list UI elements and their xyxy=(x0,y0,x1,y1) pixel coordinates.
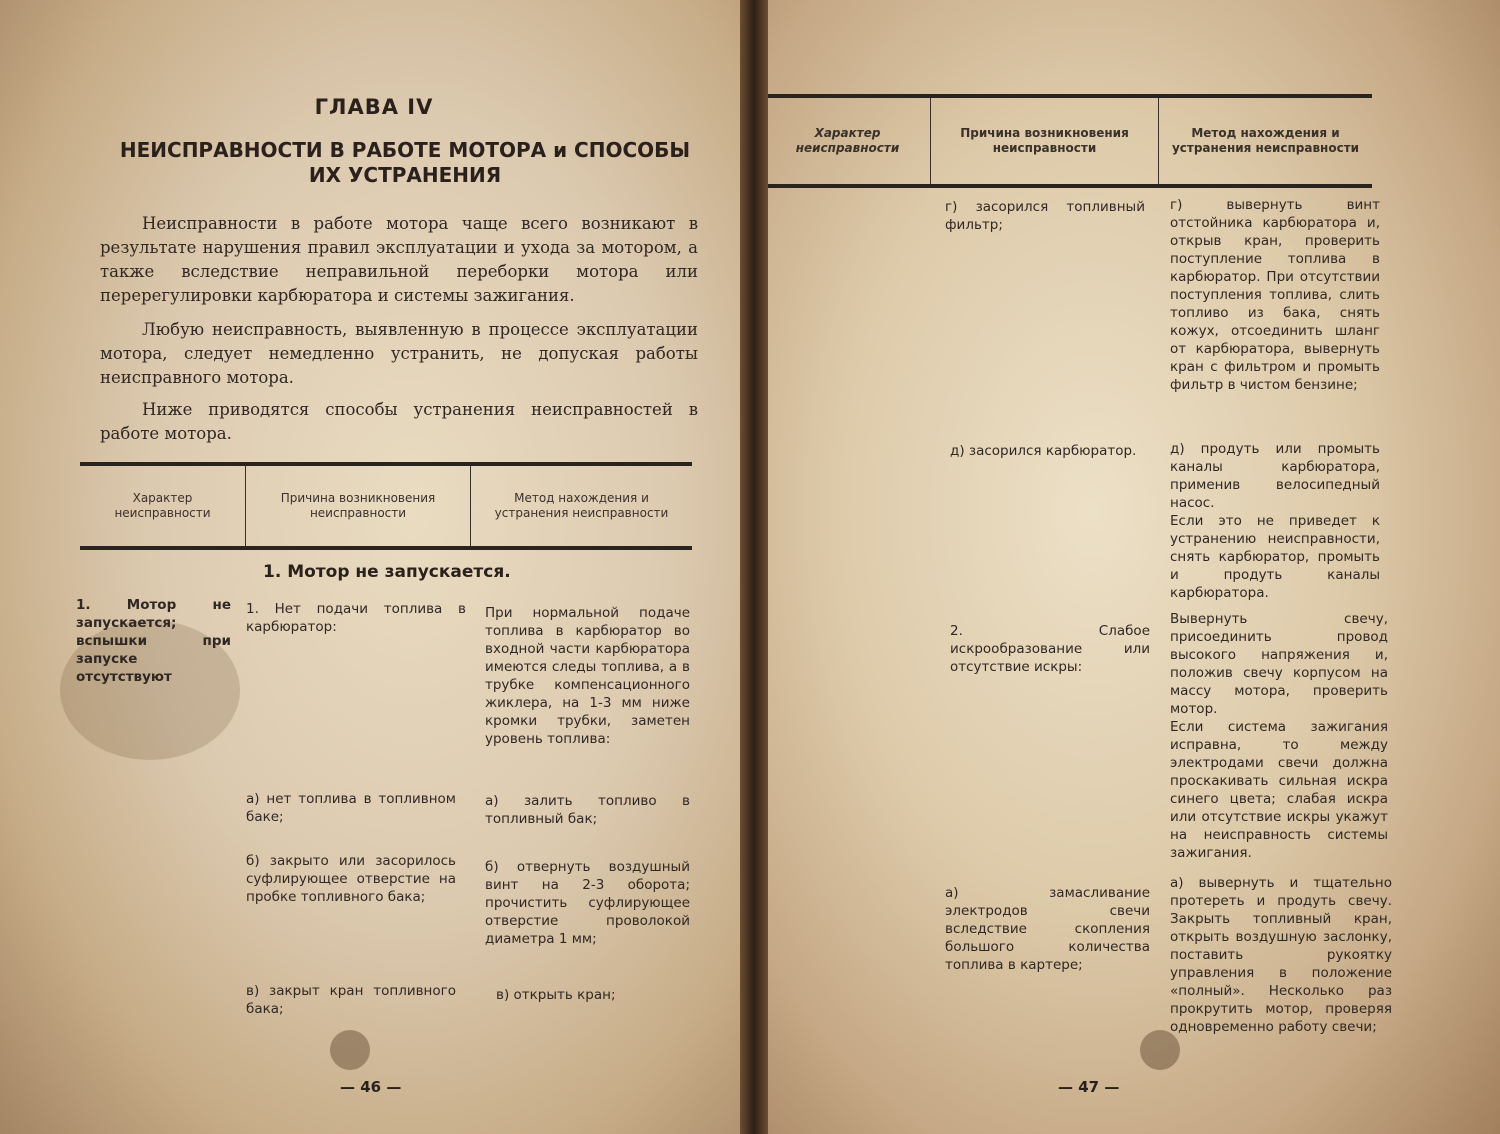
method-cell: д) продуть или промыть каналы карбюратора, применив велосипедный насос. Если это не приведет к устранению неисправности, снять карбюратор, промыть и продуть каналы карбюратора. xyxy=(1170,441,1380,601)
header-cause: Причина возникновения неисправности xyxy=(245,466,470,546)
cause-cell: г) засорился топливный фильтр; xyxy=(945,199,1145,233)
character-cell: 1. Мотор не запускается; вспышки при запуске отсутствуют xyxy=(76,597,231,685)
page-number: — 47 — xyxy=(1058,1078,1120,1096)
section-title: 1. Мотор не запускается. xyxy=(263,562,511,582)
header-character: Характер неисправности xyxy=(795,126,900,155)
intro-paragraph: Любую неисправность, выявленную в процессе эксплуатации мотора, следует немедленно устранить, не допуская работы неисправного мотора. xyxy=(100,320,698,387)
header-method: Метод нахождения и устранения неисправности xyxy=(1158,98,1372,184)
page-heading: НЕИСПРАВНОСТИ В РАБОТЕ МОТОРА и СПОСОБЫ ИХ УСТРАНЕНИЯ xyxy=(119,138,691,187)
cause-cell: в) закрыт кран топливного бака; xyxy=(246,983,456,1017)
method-cell: а) залить топливо в топливный бак; xyxy=(485,793,690,827)
cause-cell: б) закрыто или засорилось суфлирующее отверстие на пробке топливного бака; xyxy=(246,853,456,905)
left-page xyxy=(0,0,748,1134)
header-cause: Причина возникновения неисправности xyxy=(930,98,1158,184)
cause-cell: 2. Слабое искрообразование или отсутствие искры: xyxy=(950,623,1150,675)
right-page xyxy=(760,0,1500,1134)
method-cell: Вывернуть свечу, присоединить провод высокого напряжения и, положив свечу корпусом на массу мотора, проверить мотор. Если система зажигания исправна, то между электродами свечи должна проскакивать сильная искра синего цвета; слабая искра или отсутствие искры укажут на неисправность системы зажигания. xyxy=(1170,611,1388,861)
header-method: Метод нахождения и устранения неисправности xyxy=(470,466,692,546)
header-character: Характер неисправности xyxy=(114,491,211,520)
cause-cell: 1. Нет подачи топлива в карбюратор: xyxy=(246,601,466,635)
method-cell: а) вывернуть и тщательно протереть и продуть свечу. Закрыть топливный кран, открыть воздушную заслонку, поставить рукоятку управления в положение «полный». Несколько раз прокрутить мотор, проверяя одновременно работу свечи; xyxy=(1170,875,1392,1035)
table-header xyxy=(765,94,1372,188)
intro-paragraph: Неисправности в работе мотора чаще всего возникают в результате нарушения правил эксплуатации и ухода за мотором, а также вследствие неправильной переборки мотора или перерегулировки карбюратора и системы зажигания. xyxy=(100,214,698,305)
method-cell: г) вывернуть винт отстойника карбюратора и, открыв кран, проверить поступление топлива в карбюратор. При отсутствии поступления топлива, слить топливо из бака, снять кожух, отсоединить шланг от карбюратора, вывернуть кран с фильтром и промыть фильтр в чистом бензине; xyxy=(1170,197,1380,393)
cause-cell: а) нет топлива в топливном баке; xyxy=(246,791,456,825)
cause-cell: а) замасливание электродов свечи вследствие скопления большого количества топлива в картере; xyxy=(945,885,1150,973)
stain xyxy=(1140,1030,1180,1070)
method-cell: в) открыть кран; xyxy=(496,987,616,1003)
stain xyxy=(330,1030,370,1070)
cause-cell: д) засорился карбюратор. xyxy=(950,443,1137,459)
book-gutter xyxy=(740,0,768,1134)
table-header xyxy=(80,462,692,550)
chapter-title: ГЛАВА IV xyxy=(314,95,434,119)
intro-paragraph: Ниже приводятся способы устранения неисправностей в работе мотора. xyxy=(100,400,698,443)
page-number: — 46 — xyxy=(340,1078,402,1096)
method-cell: При нормальной подаче топлива в карбюратор во входной части карбюратора имеются следы топлива, а в трубке компенсационного жиклера, на 1-3 мм ниже кромки трубки, заметен уровень топлива: xyxy=(485,605,690,747)
method-cell: б) отвернуть воздушный винт на 2-3 оборота; прочистить суфлирующее отверстие проволокой диаметра 1 мм; xyxy=(485,859,690,947)
